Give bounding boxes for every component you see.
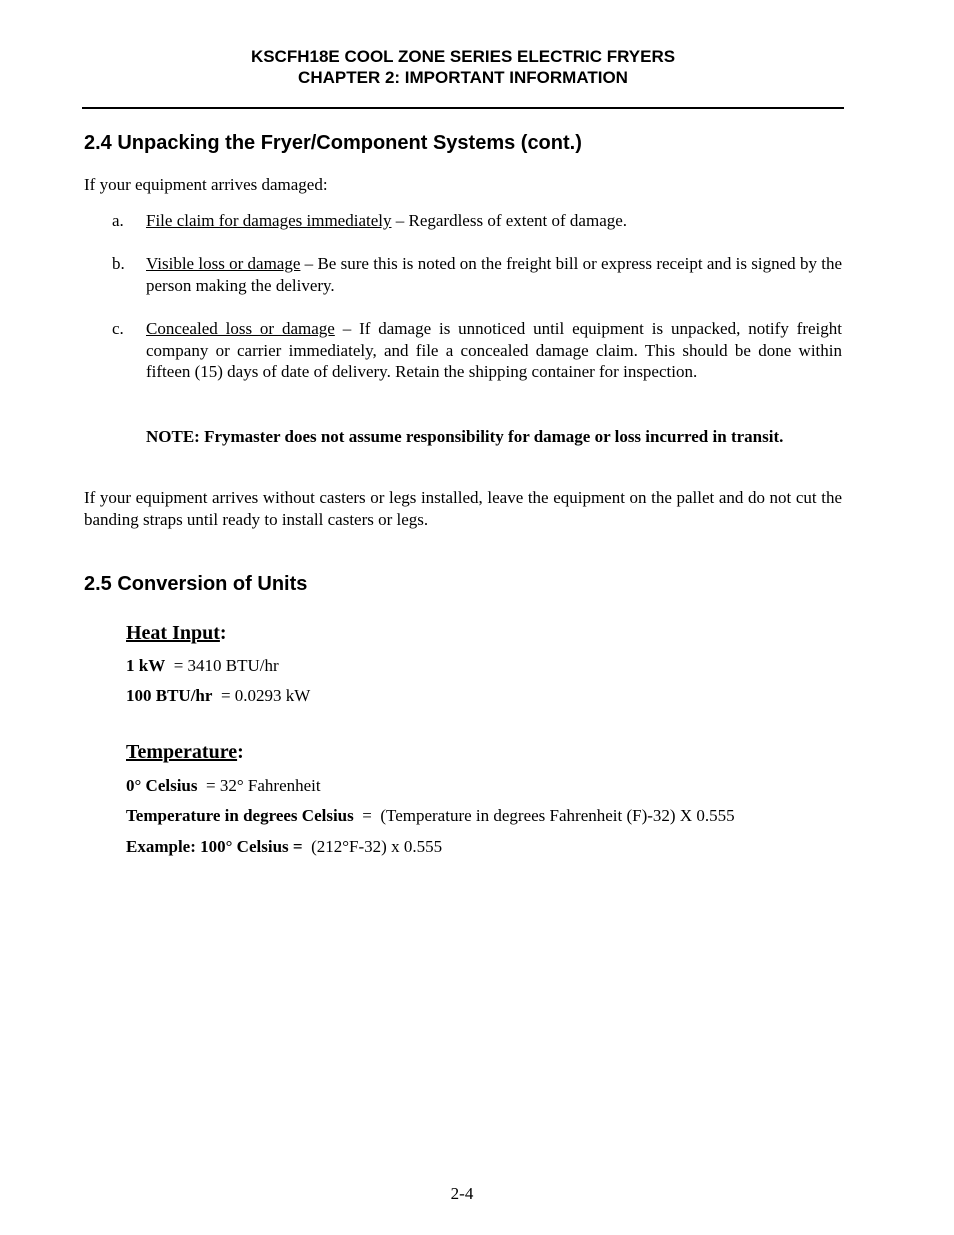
item-b-term: Visible loss or damage (146, 254, 301, 273)
header-chapter: CHAPTER 2: IMPORTANT INFORMATION (298, 68, 628, 87)
note: NOTE: Frymaster does not assume responsibility for damage or loss incurred in transit. (146, 427, 784, 446)
header-rule (82, 107, 844, 109)
page-number: 2-4 (450, 1184, 474, 1203)
item-b-letter: b. (112, 254, 125, 273)
heat-input-row: 100 BTU/hr = 0.0293 kW (126, 686, 311, 705)
closing-paragraph: If your equipment arrives without casters or legs installed, leave the equipment on the pallet and do not cut the banding straps until ready to install casters or legs. (84, 488, 842, 529)
heat-input-heading: Heat Input: (126, 622, 227, 644)
section-2-5-title: 2.5 Conversion of Units (84, 573, 308, 595)
temperature-row: Temperature in degrees Celsius = (Temperature in degrees Fahrenheit (F)-32) X 0.555 (126, 806, 735, 825)
item-c (146, 318, 842, 383)
item-a (146, 210, 842, 232)
heat-input-row: 1 kW = 3410 BTU/hr (126, 656, 279, 675)
item-c-term: Concealed loss or damage (146, 319, 335, 338)
item-b-text: – Be sure this is noted on the freight bill or express receipt and is signed by the person making the delivery. (146, 254, 842, 295)
item-b (146, 253, 842, 296)
item-a-term: File claim for damages immediately (146, 211, 392, 230)
section-2-4-intro: If your equipment arrives damaged: (84, 175, 328, 194)
header-title: KSCFH18E COOL ZONE SERIES ELECTRIC FRYERS (250, 47, 676, 66)
item-a-text: – Regardless of extent of damage. (391, 211, 628, 230)
item-a-letter: a. (112, 211, 124, 230)
section-2-4-title: 2.4 Unpacking the Fryer/Component Systems (cont.) (84, 132, 582, 154)
temperature-row: Example: 100° Celsius = (212°F-32) x 0.555 (126, 837, 443, 856)
item-c-text: – If damage is unnoticed until equipment is unpacked, notify freight company or carrier immediately, and file a concealed damage claim. This should be done within fifteen (15) days of date of delivery. Retain the shipping container for inspection. (146, 319, 843, 381)
temperature-row: 0° Celsius = 32° Fahrenheit (126, 776, 321, 795)
item-c-letter: c. (112, 319, 124, 338)
temperature-heading: Temperature: (126, 741, 244, 763)
